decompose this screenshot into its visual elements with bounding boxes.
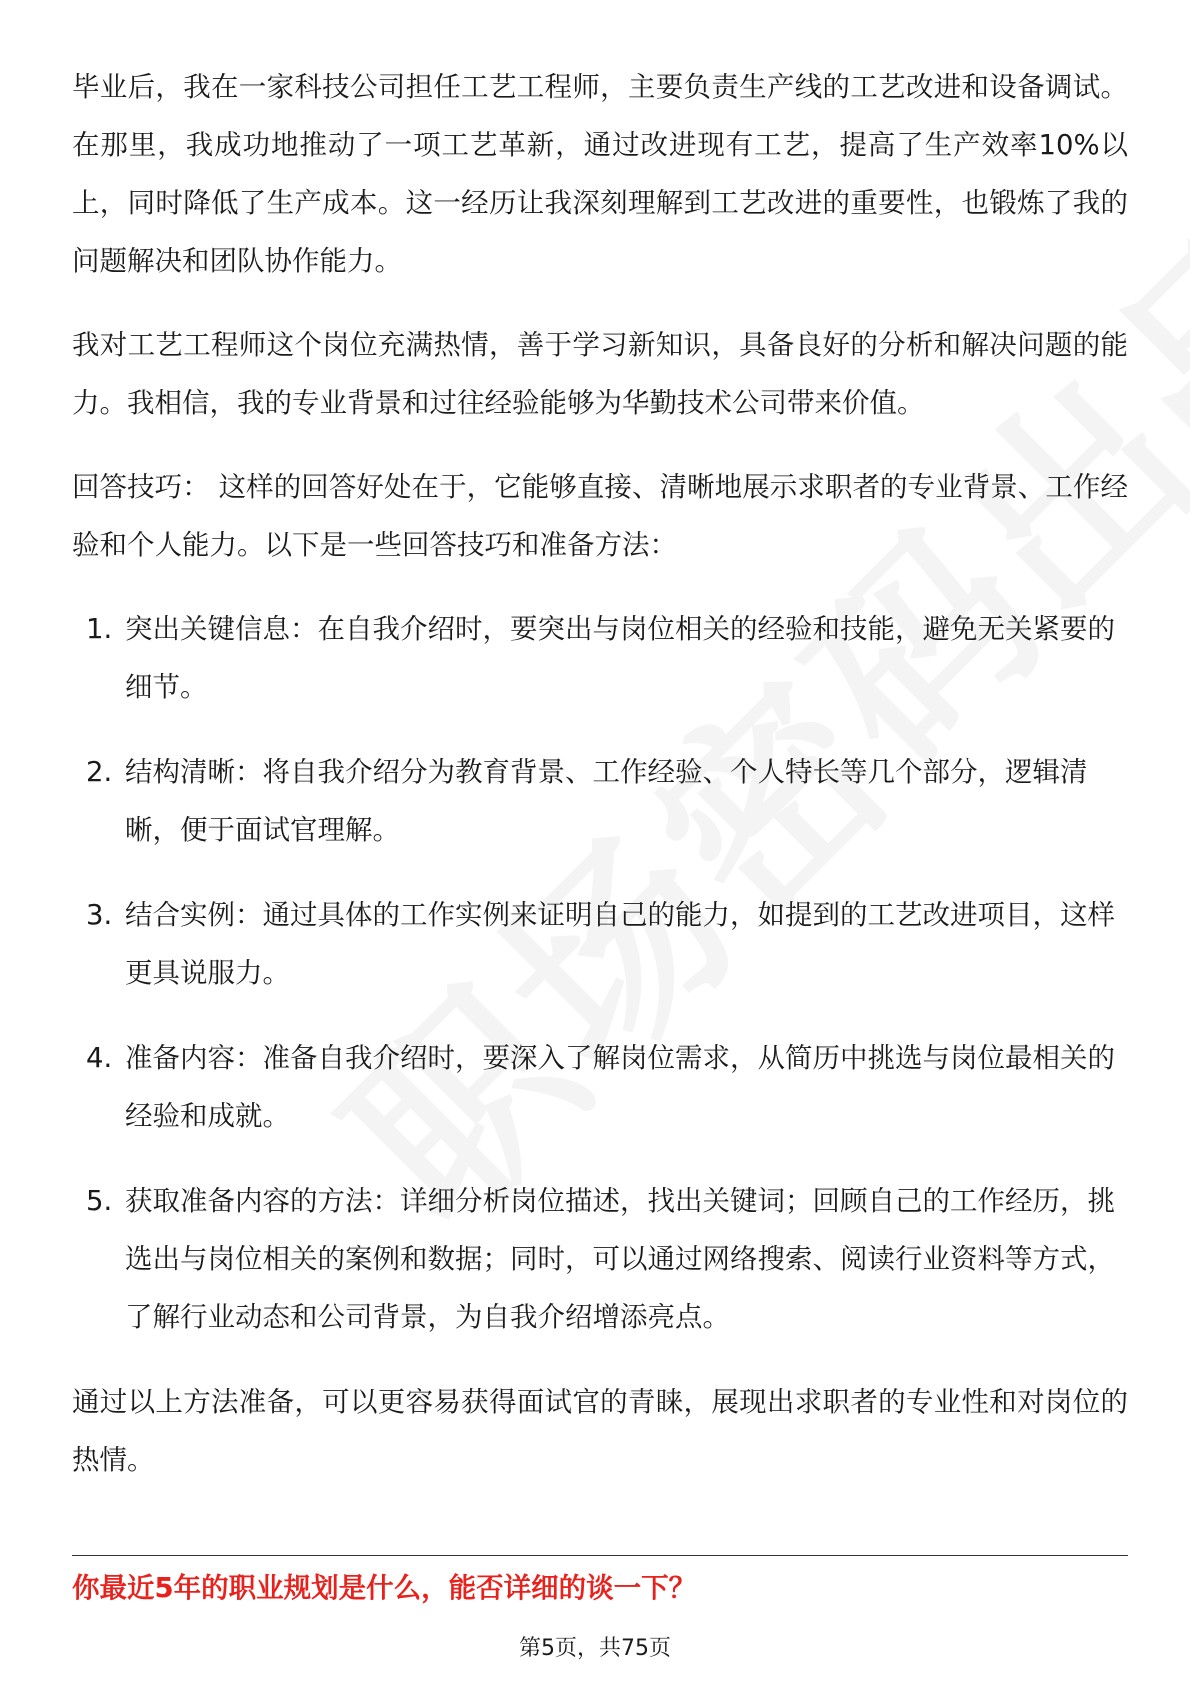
list-number: 2. [86,756,113,788]
page-number-footer: 第5页，共75页 [519,1636,671,1661]
list-number: 1. [86,613,113,645]
paragraph-tips-intro: 回答技巧： 这样的回答好处在于，它能够直接、清晰地展示求职者的专业背景、工作经验和个人能力。以下是一些回答技巧和准备方法： [72,471,1128,561]
list-number: 5. [86,1185,113,1217]
main-content [72,58,1128,1515]
list-number: 4. [86,1042,113,1074]
list-number: 3. [86,899,113,931]
paragraph-experience: 毕业后，我在一家科技公司担任工艺工程师，主要负责生产线的工艺改进和设备调试。在那里，我成功地推动了一项工艺革新，通过改进现有工艺，提高了生产效率10%以上，同时降低了生产成本。这一经历让我深刻理解到工艺改进的重要性，也锻炼了我的问题解决和团队协作能力。 [72,71,1128,277]
list-text: 结构清晰：将自我介绍分为教育背景、工作经验、个人特长等几个部分，逻辑清晰，便于面试官理解。 [125,756,1088,846]
next-question-heading: 你最近5年的职业规划是什么，能否详细的谈一下？ [72,1572,697,1604]
list-item [72,886,1128,1002]
paragraph-closing: 通过以上方法准备，可以更容易获得面试官的青睐，展现出求职者的专业性和对岗位的热情。 [72,1386,1128,1476]
list-item [72,1172,1128,1346]
list-item [72,600,1128,716]
list-item [72,1029,1128,1145]
list-item [72,743,1128,859]
tips-list [72,600,1128,1346]
list-text: 准备内容：准备自我介绍时，要深入了解岗位需求，从简历中挑选与岗位最相关的经验和成就。 [125,1042,1115,1132]
section-divider [72,1555,1128,1556]
paragraph-motivation: 我对工艺工程师这个岗位充满热情，善于学习新知识，具备良好的分析和解决问题的能力。我相信，我的专业背景和过往经验能够为华勤技术公司带来价值。 [72,329,1128,419]
list-text: 获取准备内容的方法：详细分析岗位描述，找出关键词；回顾自己的工作经历，挑选出与岗位相关的案例和数据；同时，可以通过网络搜索、阅读行业资料等方式，了解行业动态和公司背景，为自我介绍增添亮点。 [125,1185,1115,1333]
list-text: 结合实例：通过具体的工作实例来证明自己的能力，如提到的工艺改进项目，这样更具说服力。 [125,899,1115,989]
list-text: 突出关键信息：在自我介绍时，要突出与岗位相关的经验和技能，避免无关紧要的细节。 [125,613,1115,703]
